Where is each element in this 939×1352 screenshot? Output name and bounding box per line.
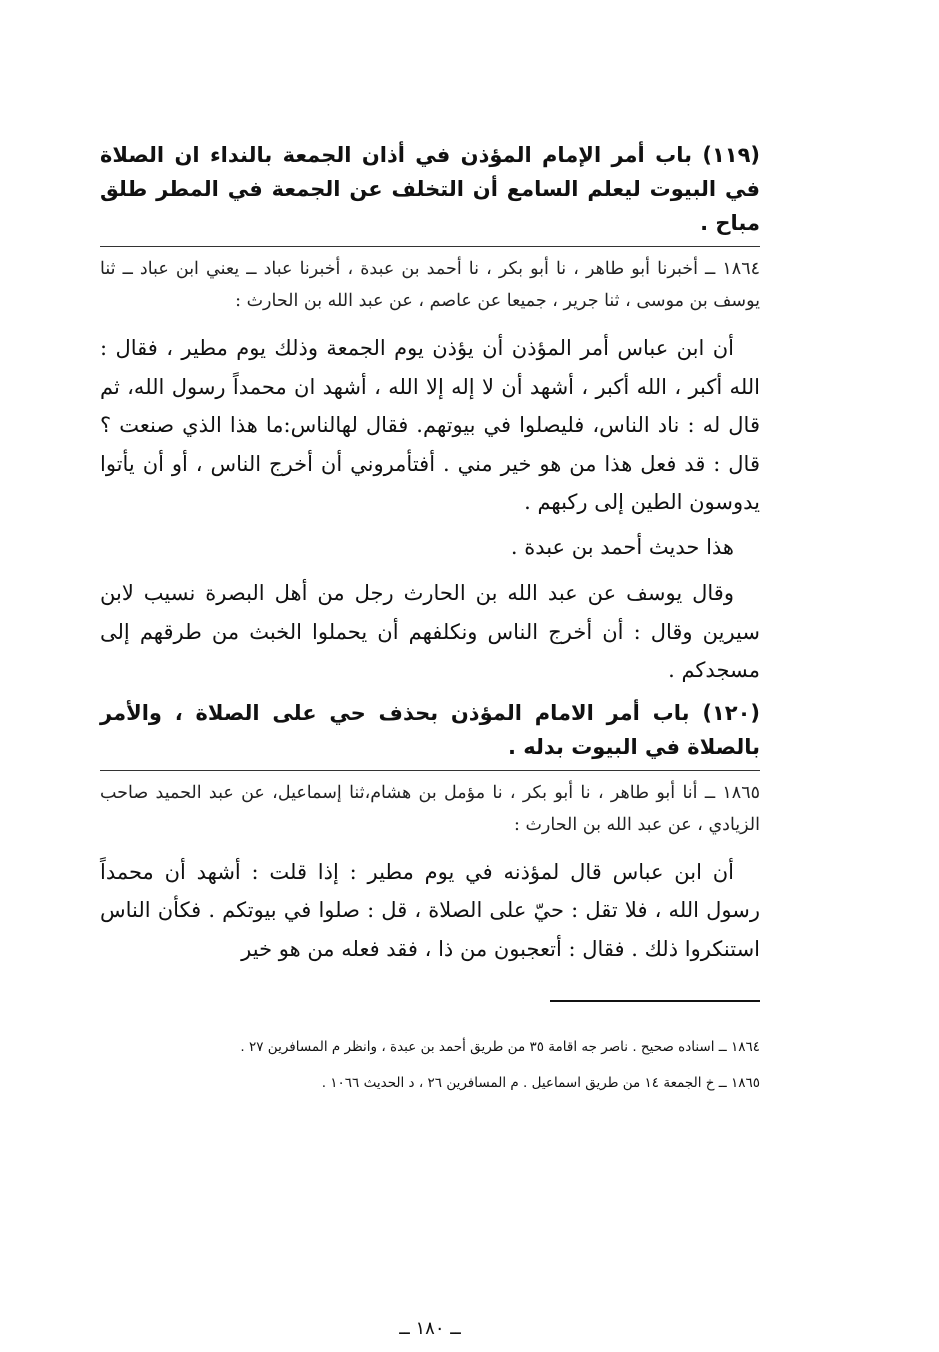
heading-divider: [100, 770, 760, 771]
hadith-1864-note: هذا حديث أحمد بن عبدة .: [510, 534, 734, 559]
footnote-separator: [550, 1000, 760, 1002]
hadith-1865-isnad: ١٨٦٥ ــ أنا أبو طاهر ، نا أبو بكر ، نا مؤمل بن هشام،ثنا إسماعيل، عن عبد الحميد صاحب الزيادي ، عن عبد الله بن الحارث :: [100, 782, 760, 835]
book-page: [100, 138, 760, 1339]
hadith-1864-matn: أن ابن عباس أمر المؤذن أن يؤذن يوم الجمعة وذلك يوم مطير ، فقال : الله أكبر ، الله أكبر ، أشهد أن لا إله إلا الله ، أشهد ان محمداً رسول الله، ثم قال له : ناد الناس، فليصلوا في بيوتهم. فقال لهالناس:ما هذا الذي صنعت ؟ قال : قد فعل هذا من هو خير مني . أفتأمروني أن أخرج الناس ، أو أن يأتوا يدوسون الطين إلى ركبهم .: [100, 336, 760, 514]
footnote-1865: ١٨٦٥ ــ خ الجمعة ١٤ من طريق اسماعيل . م المسافرين ٢٦ ، د الحديث ١٠٦٦ .: [321, 1075, 760, 1091]
footnote-1864: ١٨٦٤ ــ اسناده صحيح . ناصر جه اقامة ٣٥ من طريق أحمد بن عبدة ، وانظر م المسافرين ٢٧ .: [240, 1039, 760, 1055]
heading-divider: [100, 246, 760, 247]
hadith-1865-matn: أن ابن عباس قال لمؤذنه في يوم مطير : إذا قلت : أشهد أن محمداً رسول الله ، فلا تقل : حيّ على الصلاة ، قل : صلوا في بيوتكم . فكأن الناس استنكروا ذلك . فقال : أتعجبون من ذا ، فقد فعله من هو خير: [100, 859, 760, 961]
hadith-1864-isnad: ١٨٦٤ ــ أخبرنا أبو طاهر ، نا أبو بكر ، نا أحمد بن عبدة ، أخبرنا عباد ــ يعني ابن عباد ــ ثنا يوسف بن موسى ، ثنا جرير ، جميعا عن عاصم ، عن عبد الله بن الحارث :: [100, 259, 760, 311]
chapter-heading-119: (١١٩) باب أمر الإمام المؤذن في أذان الجمعة بالنداء ان الصلاة في البيوت ليعلم السامع أن التخلف عن الجمعة في المطر طلق مباح .: [100, 143, 760, 235]
page-number: ــ ١٨٠ ــ: [399, 1318, 461, 1339]
chapter-heading-120: (١٢٠) باب أمر الامام المؤذن بحذف حي على الصلاة ، والأمر بالصلاة في البيوت بدله .: [100, 700, 760, 759]
hadith-1864-addition: وقال يوسف عن عبد الله بن الحارث رجل من أهل البصرة نسيب لابن سيرين وقال : أن أخرج الناس ونكلفهم أن يحملوا الخبث من طرقهم إلى مسجدكم .: [100, 581, 760, 682]
